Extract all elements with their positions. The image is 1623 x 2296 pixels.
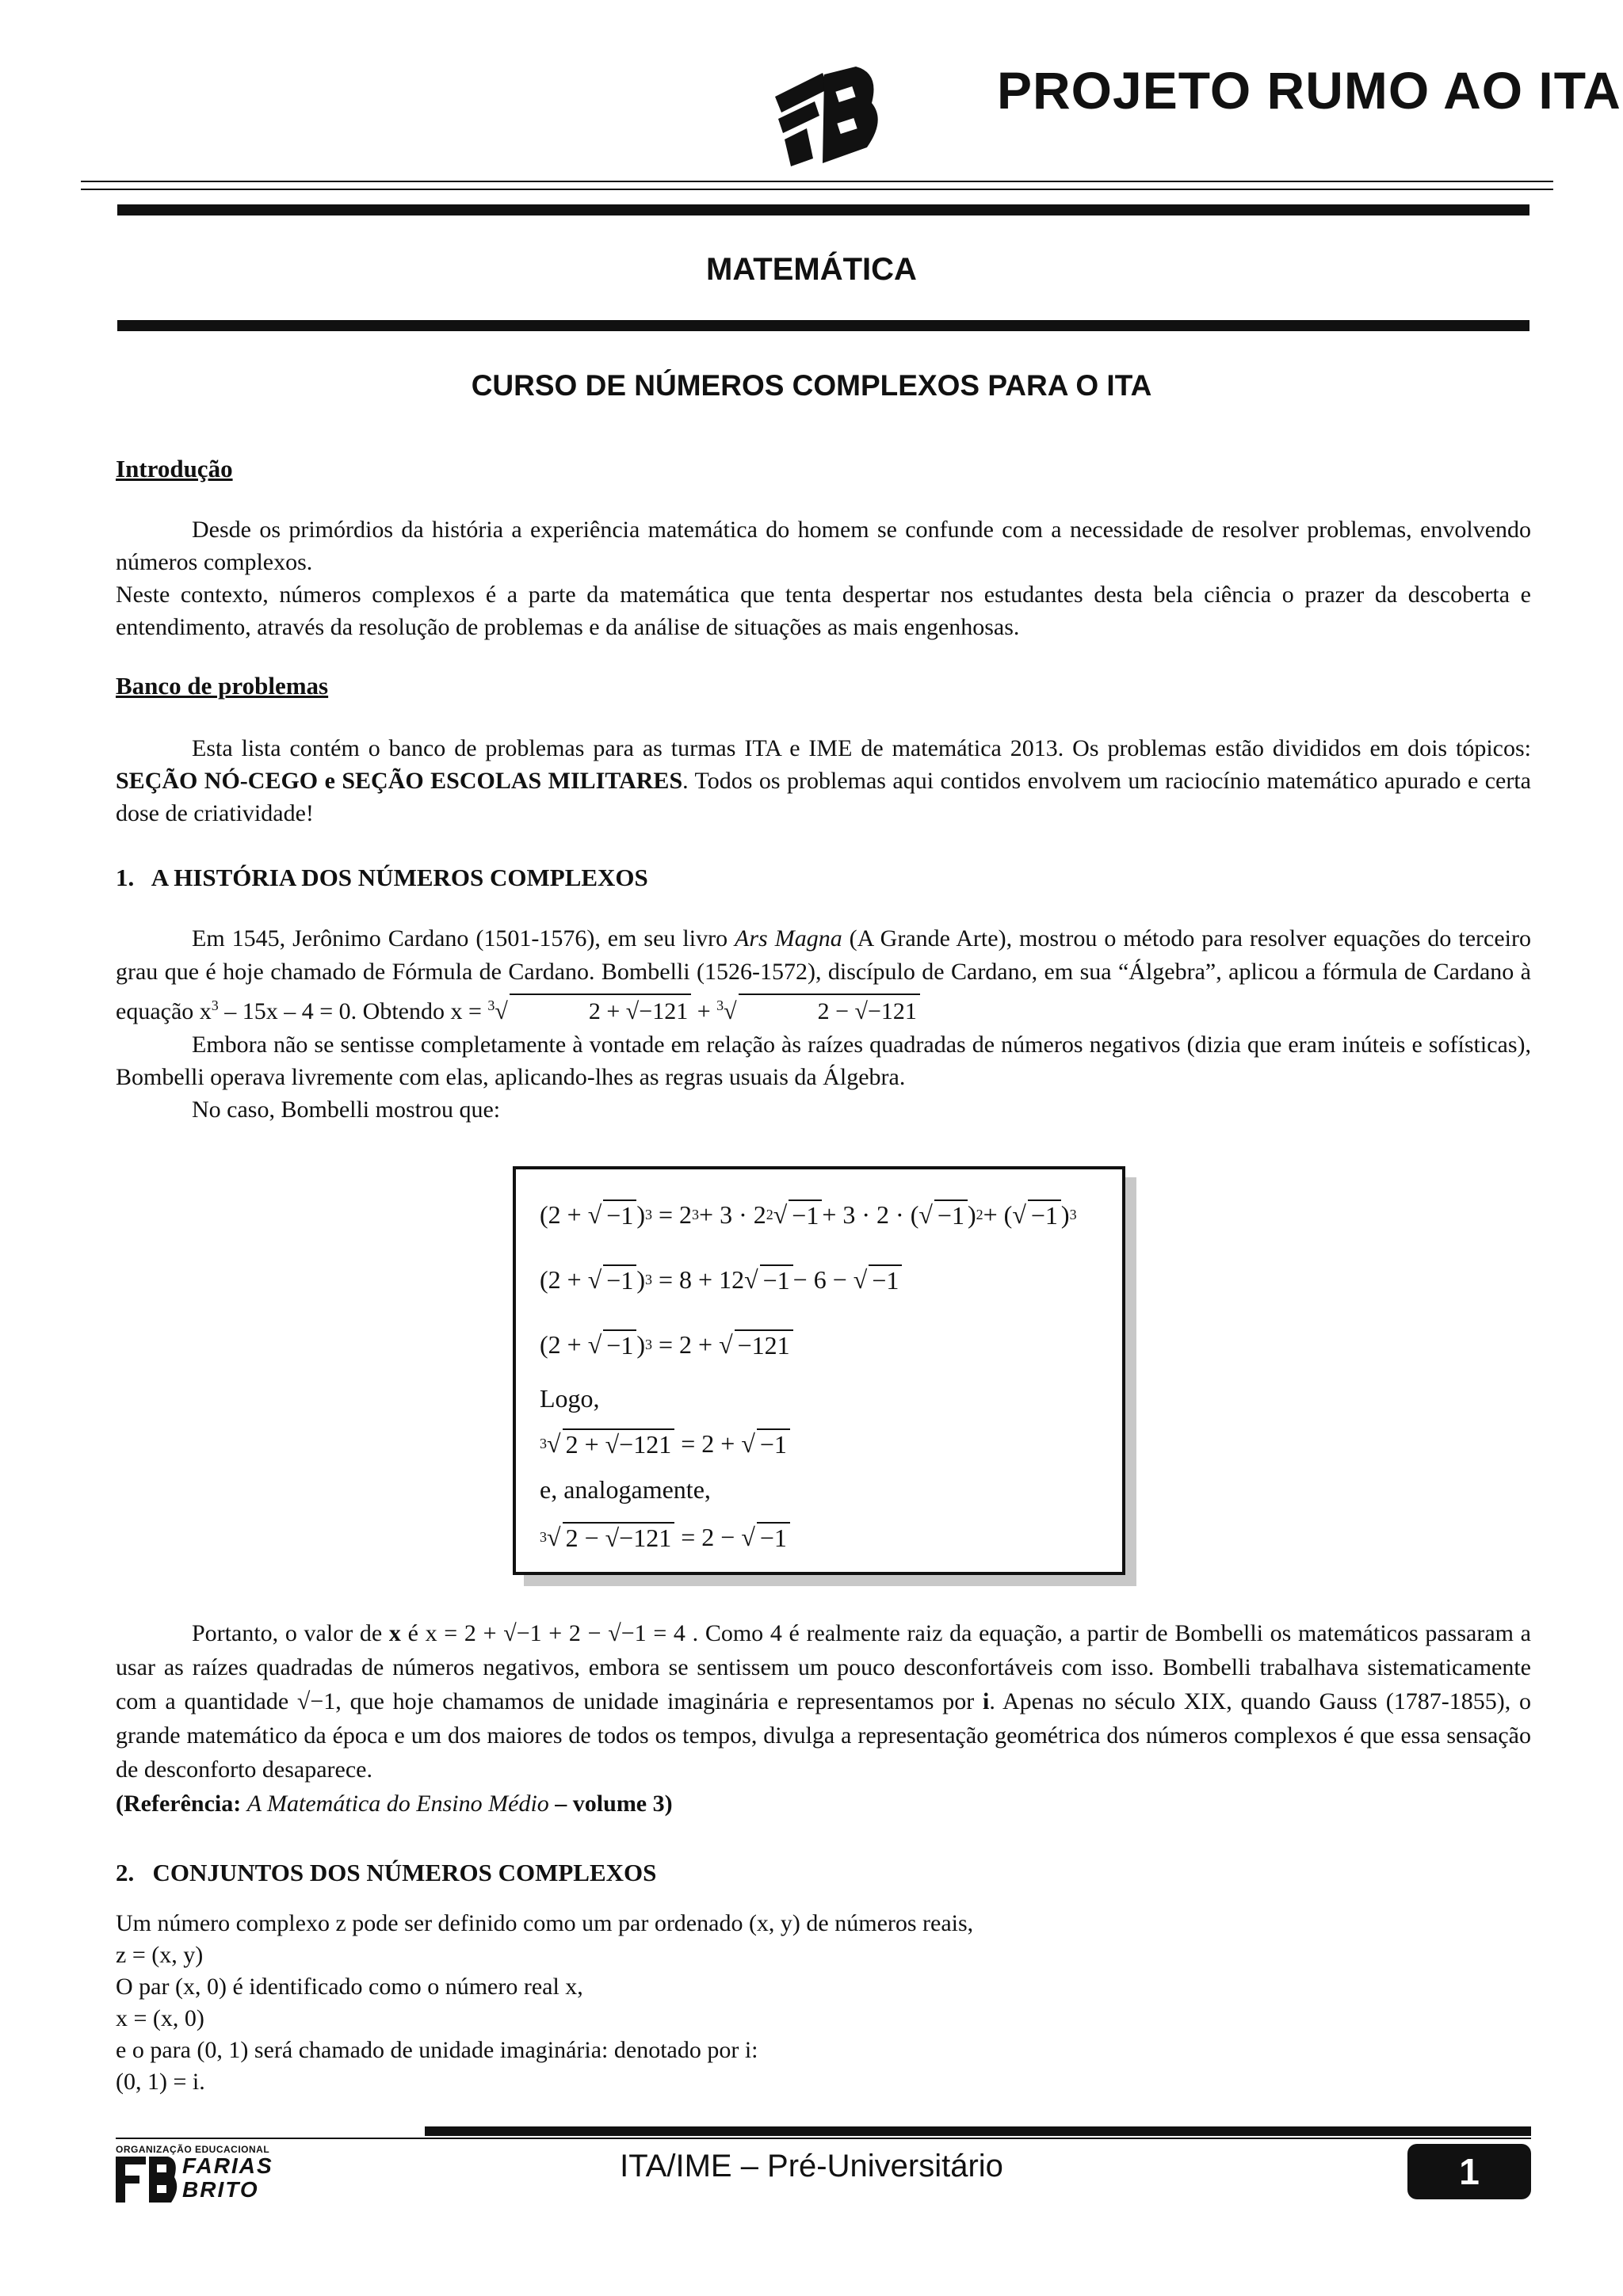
bank-sections: SEÇÃO NÓ-CEGO e SEÇÃO ESCOLAS MILITARES	[116, 768, 683, 794]
section2-line-1: Um número complexo z pode ser definido como um par ordenado (x, y) de números reais,	[116, 1910, 974, 1936]
section1-paragraph-1	[116, 922, 1531, 1028]
reference-label: (Referência:	[116, 1791, 247, 1817]
variable-i: i	[983, 1688, 990, 1714]
cardano-text-c: – 15x – 4 = 0. Obtendo x =	[218, 998, 488, 1024]
conclusion-text-c: . Apenas no século XIX, quando Gauss (1787-1855), o grande matemático da época e um dos maiores de todos os tempos, divulga a representação geométrica dos números complexos é que essa sensação de desconforto desaparece.	[116, 1688, 1531, 1783]
course-title: CURSO DE NÚMEROS COMPLEXOS PARA O ITA	[471, 369, 1152, 402]
section1-text	[116, 922, 1531, 1126]
conclusion-text-a: Portanto, o valor de	[192, 1620, 389, 1646]
box-equation-3: (2 + √ −1 ) 3 = 2 + √ −121	[516, 1312, 1122, 1377]
box-equation-4: 3 √ 2 + √−121 = 2 + √ −1	[516, 1420, 1122, 1467]
box-equation-1: (2 + √ −1 ) 3 = 2 3 + 3 · 2 2 √ −1 + 3 · 2 · (√ −1 ) 2 + (√ −1 ) 3	[540, 1199, 1077, 1230]
bank-paragraph	[116, 732, 1531, 830]
cardano-text-b: (A Grande Arte), mostrou o método para resolver equações do terceiro grau que é hoje chamado de Fórmula de Cardano. Bombelli (1526-1572), discípulo de Cardano, em sua “Álgebra”, aplicou a fórmula de Cardano à equação x	[116, 925, 1531, 1024]
fb-logo	[767, 65, 886, 168]
intro-paragraph-2: Neste contexto, números complexos é a parte da matemática que tenta despertar nos estudantes desta bela ciência o prazer da descoberta e entendimento, através da resolução de problemas e da análise de situações as mais engenhosas.	[116, 582, 1531, 640]
section1-paragraph-4	[116, 1616, 1531, 1787]
header-bar-bottom	[117, 320, 1529, 331]
bank-text-c: . Todos os problemas aqui contidos envolvem um raciocínio matemático apurado e certa dose de criatividade!	[116, 768, 1531, 826]
cardano-formula: $^3$√ 2 + √−121 + $^3$√ 2 − √−121	[487, 998, 919, 1024]
intro-heading: Introdução	[116, 455, 233, 482]
section1-paragraph-3: No caso, Bombelli mostrou que:	[192, 1097, 501, 1123]
section1-heading: 1. A HISTÓRIA DOS NÚMEROS COMPLEXOS	[116, 864, 648, 891]
intro-paragraph-1: Desde os primórdios da história a experiência matemática do homem se confunde com a necessidade de resolver problemas, envolvendo números complexos.	[116, 517, 1531, 575]
exponent-3: 3	[211, 997, 219, 1013]
section2-line-5: e o para (0, 1) será chamado de unidade imaginária: denotado por i:	[116, 2037, 758, 2063]
bank-heading: Banco de problemas	[116, 672, 329, 700]
box-analog: e, analogamente,	[540, 1474, 711, 1504]
book-title: Ars Magna	[735, 925, 842, 952]
box-equation-5: 3 √ 2 − √−121 = 2 − √ −1	[516, 1512, 1122, 1562]
section2-line-4: x = (x, 0)	[116, 2005, 204, 2031]
footer-rule	[116, 2138, 1531, 2139]
footer-center-text: ITA/IME – Pré-Universitário	[620, 2149, 1003, 2183]
footer-org-name-2: BRITO	[182, 2177, 259, 2202]
box-equation-2: (2 + √ −1 ) 3 = 8 + 12√ −1 − 6 − √ −1	[516, 1247, 1122, 1312]
footer-org-label: ORGANIZAÇÃO EDUCACIONAL	[116, 2144, 270, 2155]
section2-line-2: z = (x, y)	[116, 1942, 204, 1968]
footer-org-name-1: FARIAS	[182, 2153, 273, 2178]
header-rule-2	[81, 189, 1553, 190]
reference-volume: – volume 3)	[548, 1791, 673, 1817]
conclusion-text-b: é x = 2 + √−1 + 2 − √−1 = 4 . Como 4 é realmente raiz da equação, a partir de Bombelli os matemáticos passaram a usar as raízes quadradas de números negativos, embora se sentissem um pouco desconfortáveis com isso. Bombelli trabalhava sistematicamente com a quantidade √−1, que hoje chamamos de unidade imaginária e representamos por	[116, 1620, 1531, 1714]
footer-bar	[425, 2126, 1531, 2136]
box-logo: Logo,	[540, 1383, 600, 1413]
section2-line-6: (0, 1) = i.	[116, 2069, 205, 2095]
brand-title: PROJETO RUMO AO ITA	[997, 61, 1621, 120]
subject-title: MATEMÁTICA	[706, 252, 917, 287]
cardano-text-a: Em 1545, Jerônimo Cardano (1501-1576), em seu livro	[192, 925, 735, 952]
section2-line-3: O par (x, 0) é identificado como o número real x,	[116, 1974, 583, 2000]
bank-text-a: Esta lista contém o banco de problemas para as turmas ITA e IME de matemática 2013. Os problemas estão divididos em dois tópicos:	[192, 735, 1531, 761]
variable-x: x	[388, 1620, 401, 1646]
header-rule-1	[81, 181, 1553, 182]
section1-paragraph-2: Embora não se sentisse completamente à vontade em relação às raízes quadradas de números negativos (dizia que eram inúteis e sofísticas), Bombelli operava livremente com elas, aplicando-lhes as regras usuais da Álgebra.	[116, 1032, 1531, 1090]
header-bar-top	[117, 204, 1529, 215]
bombelli-box	[513, 1166, 1125, 1575]
section2-text	[116, 1908, 1531, 2098]
intro-text	[116, 513, 1531, 643]
section2-heading: 2. CONJUNTOS DOS NÚMEROS COMPLEXOS	[116, 1859, 657, 1886]
page-number: 1	[1407, 2144, 1531, 2199]
section1-conclusion	[116, 1616, 1531, 1821]
reference	[116, 1787, 1531, 1821]
reference-book: A Matemática do Ensino Médio	[246, 1791, 549, 1817]
